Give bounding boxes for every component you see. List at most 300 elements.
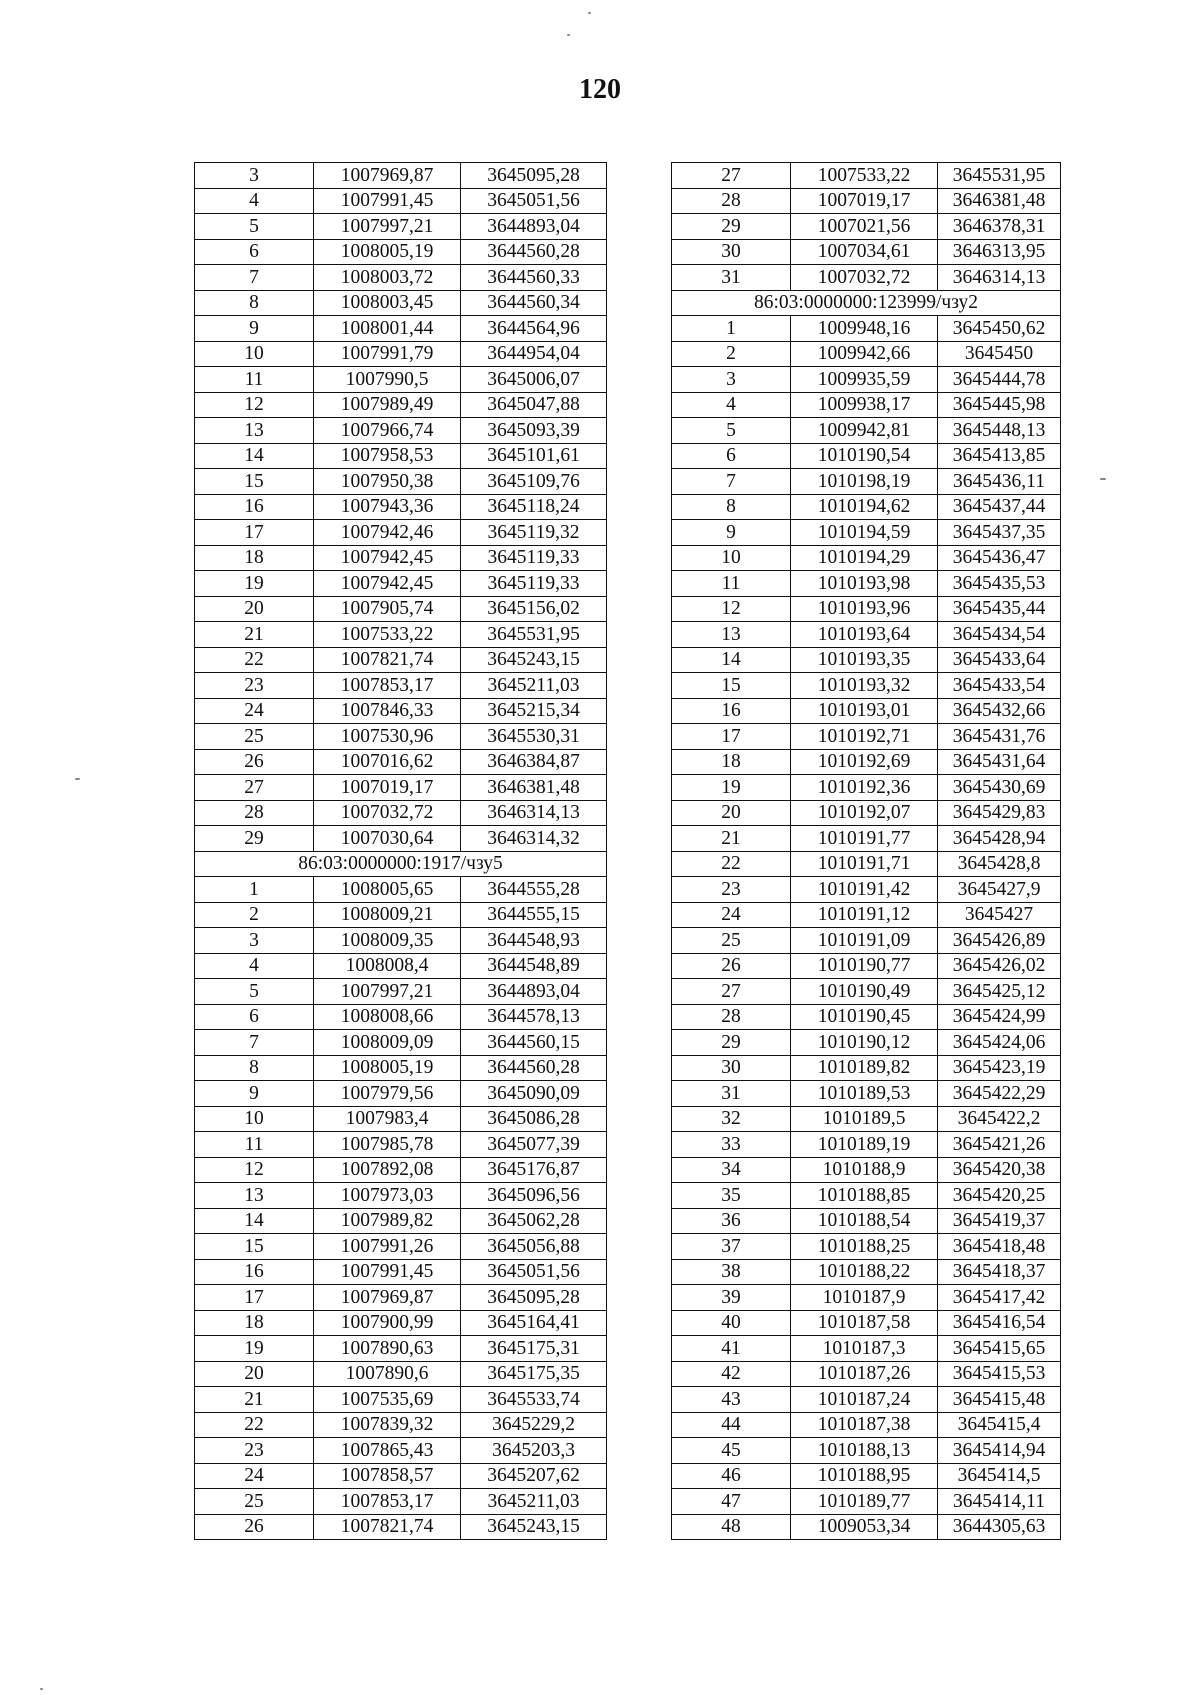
x-coordinate-cell: 1007989,49: [314, 392, 461, 418]
table-row: [672, 775, 1061, 801]
y-coordinate-cell: 3646314,32: [461, 826, 607, 852]
y-coordinate-cell: 3645215,34: [461, 698, 607, 724]
x-coordinate-cell: 1007019,17: [791, 188, 938, 214]
point-number-cell: 7: [195, 1030, 314, 1056]
x-coordinate-cell: 1010188,85: [791, 1183, 938, 1209]
table-row: [672, 1157, 1061, 1183]
point-number-cell: 18: [672, 749, 791, 775]
table-row: [672, 800, 1061, 826]
table-row: [195, 596, 607, 622]
y-coordinate-cell: 3645243,15: [461, 647, 607, 673]
x-coordinate-cell: 1008009,21: [314, 902, 461, 928]
x-coordinate-cell: 1010190,77: [791, 953, 938, 979]
point-number-cell: 23: [195, 673, 314, 699]
table-row: [195, 1387, 607, 1413]
y-coordinate-cell: 3645119,33: [461, 545, 607, 571]
x-coordinate-cell: 1007821,74: [314, 647, 461, 673]
point-number-cell: 10: [195, 341, 314, 367]
table-row: [672, 1030, 1061, 1056]
x-coordinate-cell: 1007990,5: [314, 367, 461, 393]
point-number-cell: 38: [672, 1259, 791, 1285]
point-number-cell: 6: [195, 239, 314, 265]
x-coordinate-cell: 1010194,59: [791, 520, 938, 546]
y-coordinate-cell: 3645422,29: [938, 1081, 1061, 1107]
x-coordinate-cell: 1010188,13: [791, 1438, 938, 1464]
y-coordinate-cell: 3645203,3: [461, 1438, 607, 1464]
table-row: [195, 265, 607, 291]
x-coordinate-cell: 1007900,99: [314, 1310, 461, 1336]
point-number-cell: 3: [672, 367, 791, 393]
point-number-cell: 25: [672, 928, 791, 954]
table-row: [672, 1310, 1061, 1336]
point-number-cell: 13: [195, 1183, 314, 1209]
point-number-cell: 13: [672, 622, 791, 648]
scan-speck: [40, 1688, 43, 1690]
point-number-cell: 29: [195, 826, 314, 852]
table-row: [195, 1106, 607, 1132]
point-number-cell: 30: [672, 239, 791, 265]
y-coordinate-cell: 3645418,48: [938, 1234, 1061, 1260]
point-number-cell: 21: [672, 826, 791, 852]
table-row: [195, 1361, 607, 1387]
y-coordinate-cell: 3646378,31: [938, 214, 1061, 240]
y-coordinate-cell: 3645176,87: [461, 1157, 607, 1183]
y-coordinate-cell: 3645118,24: [461, 494, 607, 520]
y-coordinate-cell: 3645424,06: [938, 1030, 1061, 1056]
x-coordinate-cell: 1010191,09: [791, 928, 938, 954]
table-row: [672, 622, 1061, 648]
y-coordinate-cell: 3645207,62: [461, 1463, 607, 1489]
point-number-cell: 18: [195, 545, 314, 571]
y-coordinate-cell: 3644555,15: [461, 902, 607, 928]
point-number-cell: 47: [672, 1489, 791, 1515]
point-number-cell: 5: [195, 979, 314, 1005]
table-row: [672, 979, 1061, 1005]
table-row: [195, 163, 607, 189]
table-row: [672, 367, 1061, 393]
table-row: [195, 290, 607, 316]
point-number-cell: 16: [195, 494, 314, 520]
y-coordinate-cell: 3645415,48: [938, 1387, 1061, 1413]
point-number-cell: 15: [195, 1234, 314, 1260]
point-number-cell: 29: [672, 1030, 791, 1056]
point-number-cell: 17: [195, 520, 314, 546]
table-row: [195, 367, 607, 393]
x-coordinate-cell: 1008001,44: [314, 316, 461, 342]
point-number-cell: 9: [195, 1081, 314, 1107]
point-number-cell: 20: [195, 1361, 314, 1387]
x-coordinate-cell: 1007943,36: [314, 494, 461, 520]
x-coordinate-cell: 1010194,29: [791, 545, 938, 571]
table-row: [672, 1183, 1061, 1209]
x-coordinate-cell: 1009935,59: [791, 367, 938, 393]
x-coordinate-cell: 1010193,01: [791, 698, 938, 724]
point-number-cell: 44: [672, 1412, 791, 1438]
x-coordinate-cell: 1007958,53: [314, 443, 461, 469]
point-number-cell: 19: [195, 571, 314, 597]
y-coordinate-cell: 3645119,32: [461, 520, 607, 546]
table-row: [672, 239, 1061, 265]
x-coordinate-cell: 1007969,87: [314, 1285, 461, 1311]
y-coordinate-cell: 3645445,98: [938, 392, 1061, 418]
table-row: [195, 316, 607, 342]
point-number-cell: 10: [672, 545, 791, 571]
point-number-cell: 16: [195, 1259, 314, 1285]
point-number-cell: 19: [195, 1336, 314, 1362]
y-coordinate-cell: 3645417,42: [938, 1285, 1061, 1311]
y-coordinate-cell: 3645211,03: [461, 1489, 607, 1515]
y-coordinate-cell: 3645531,95: [461, 622, 607, 648]
table-row: [195, 622, 607, 648]
table-row: [195, 1412, 607, 1438]
table-row: [195, 1310, 607, 1336]
table-row: [672, 1412, 1061, 1438]
y-coordinate-cell: 3645421,26: [938, 1132, 1061, 1158]
table-row: [672, 1132, 1061, 1158]
point-number-cell: 43: [672, 1387, 791, 1413]
point-number-cell: 23: [672, 877, 791, 903]
point-number-cell: 24: [672, 902, 791, 928]
table-row: [195, 1208, 607, 1234]
table-row: [672, 877, 1061, 903]
table-row: [195, 1004, 607, 1030]
y-coordinate-cell: 3644893,04: [461, 979, 607, 1005]
y-coordinate-cell: 3645428,8: [938, 851, 1061, 877]
parcel-id-cell: 86:03:0000000:1917/чзу5: [195, 851, 607, 877]
point-number-cell: 16: [672, 698, 791, 724]
y-coordinate-cell: 3645095,28: [461, 163, 607, 189]
y-coordinate-cell: 3644954,04: [461, 341, 607, 367]
table-row: [195, 1132, 607, 1158]
table-row: [672, 1463, 1061, 1489]
table-row: [672, 316, 1061, 342]
table-row: [195, 188, 607, 214]
x-coordinate-cell: 1007997,21: [314, 214, 461, 240]
table-row: [672, 1285, 1061, 1311]
x-coordinate-cell: 1010192,71: [791, 724, 938, 750]
y-coordinate-cell: 3645437,44: [938, 494, 1061, 520]
y-coordinate-cell: 3644560,33: [461, 265, 607, 291]
y-coordinate-cell: 3644305,63: [938, 1514, 1061, 1540]
point-number-cell: 20: [195, 596, 314, 622]
x-coordinate-cell: 1007942,45: [314, 571, 461, 597]
x-coordinate-cell: 1010188,22: [791, 1259, 938, 1285]
table-row: [672, 392, 1061, 418]
y-coordinate-cell: 3645427,9: [938, 877, 1061, 903]
point-number-cell: 33: [672, 1132, 791, 1158]
y-coordinate-cell: 3645006,07: [461, 367, 607, 393]
point-number-cell: 19: [672, 775, 791, 801]
point-number-cell: 27: [672, 979, 791, 1005]
table-row: [195, 1514, 607, 1540]
x-coordinate-cell: 1007950,38: [314, 469, 461, 495]
y-coordinate-cell: 3645422,2: [938, 1106, 1061, 1132]
x-coordinate-cell: 1008009,35: [314, 928, 461, 954]
x-coordinate-cell: 1010188,95: [791, 1463, 938, 1489]
coordinates-table-right: [671, 162, 1061, 1540]
table-row: [195, 877, 607, 903]
table-row: [672, 596, 1061, 622]
y-coordinate-cell: 3644893,04: [461, 214, 607, 240]
y-coordinate-cell: 3645418,37: [938, 1259, 1061, 1285]
point-number-cell: 4: [195, 188, 314, 214]
y-coordinate-cell: 3645056,88: [461, 1234, 607, 1260]
x-coordinate-cell: 1007865,43: [314, 1438, 461, 1464]
x-coordinate-cell: 1010193,96: [791, 596, 938, 622]
point-number-cell: 37: [672, 1234, 791, 1260]
table-row: [672, 1234, 1061, 1260]
y-coordinate-cell: 3644548,89: [461, 953, 607, 979]
x-coordinate-cell: 1008008,66: [314, 1004, 461, 1030]
y-coordinate-cell: 3645415,53: [938, 1361, 1061, 1387]
parcel-header-row: [195, 851, 607, 877]
point-number-cell: 4: [672, 392, 791, 418]
point-number-cell: 6: [672, 443, 791, 469]
point-number-cell: 26: [195, 749, 314, 775]
y-coordinate-cell: 3645436,11: [938, 469, 1061, 495]
x-coordinate-cell: 1007030,64: [314, 826, 461, 852]
x-coordinate-cell: 1010190,49: [791, 979, 938, 1005]
point-number-cell: 14: [195, 1208, 314, 1234]
table-row: [672, 520, 1061, 546]
table-row: [672, 647, 1061, 673]
y-coordinate-cell: 3645433,54: [938, 673, 1061, 699]
table-row: [672, 1081, 1061, 1107]
y-coordinate-cell: 3645427: [938, 902, 1061, 928]
y-coordinate-cell: 3645434,54: [938, 622, 1061, 648]
point-number-cell: 39: [672, 1285, 791, 1311]
y-coordinate-cell: 3644578,13: [461, 1004, 607, 1030]
y-coordinate-cell: 3645450: [938, 341, 1061, 367]
scan-speck: [1100, 478, 1106, 480]
x-coordinate-cell: 1010187,58: [791, 1310, 938, 1336]
y-coordinate-cell: 3645414,5: [938, 1463, 1061, 1489]
table-row: [672, 341, 1061, 367]
y-coordinate-cell: 3645424,99: [938, 1004, 1061, 1030]
y-coordinate-cell: 3646381,48: [938, 188, 1061, 214]
x-coordinate-cell: 1009942,66: [791, 341, 938, 367]
table-row: [672, 673, 1061, 699]
point-number-cell: 1: [672, 316, 791, 342]
x-coordinate-cell: 1007892,08: [314, 1157, 461, 1183]
point-number-cell: 21: [195, 1387, 314, 1413]
point-number-cell: 4: [195, 953, 314, 979]
x-coordinate-cell: 1007991,45: [314, 1259, 461, 1285]
y-coordinate-cell: 3645444,78: [938, 367, 1061, 393]
point-number-cell: 2: [195, 902, 314, 928]
x-coordinate-cell: 1010192,07: [791, 800, 938, 826]
y-coordinate-cell: 3645432,66: [938, 698, 1061, 724]
y-coordinate-cell: 3645530,31: [461, 724, 607, 750]
y-coordinate-cell: 3645156,02: [461, 596, 607, 622]
table-row: [195, 418, 607, 444]
y-coordinate-cell: 3645430,69: [938, 775, 1061, 801]
point-number-cell: 26: [195, 1514, 314, 1540]
x-coordinate-cell: 1007853,17: [314, 1489, 461, 1515]
x-coordinate-cell: 1007991,45: [314, 188, 461, 214]
point-number-cell: 8: [672, 494, 791, 520]
parcel-header-row: [672, 290, 1061, 316]
point-number-cell: 12: [195, 1157, 314, 1183]
table-row: [195, 1463, 607, 1489]
x-coordinate-cell: 1007991,79: [314, 341, 461, 367]
x-coordinate-cell: 1007985,78: [314, 1132, 461, 1158]
x-coordinate-cell: 1007533,22: [791, 163, 938, 189]
table-row: [195, 341, 607, 367]
x-coordinate-cell: 1007016,62: [314, 749, 461, 775]
x-coordinate-cell: 1010187,3: [791, 1336, 938, 1362]
table-row: [195, 800, 607, 826]
table-row: [195, 647, 607, 673]
point-number-cell: 27: [672, 163, 791, 189]
x-coordinate-cell: 1010188,54: [791, 1208, 938, 1234]
y-coordinate-cell: 3645415,65: [938, 1336, 1061, 1362]
x-coordinate-cell: 1010187,9: [791, 1285, 938, 1311]
x-coordinate-cell: 1010187,26: [791, 1361, 938, 1387]
x-coordinate-cell: 1010192,69: [791, 749, 938, 775]
y-coordinate-cell: 3644555,28: [461, 877, 607, 903]
x-coordinate-cell: 1007969,87: [314, 163, 461, 189]
table-row: [195, 775, 607, 801]
y-coordinate-cell: 3646381,48: [461, 775, 607, 801]
table-row: [195, 1055, 607, 1081]
table-row: [195, 928, 607, 954]
x-coordinate-cell: 1010187,24: [791, 1387, 938, 1413]
y-coordinate-cell: 3645431,76: [938, 724, 1061, 750]
table-row: [195, 1438, 607, 1464]
table-row: [672, 928, 1061, 954]
table-row: [672, 214, 1061, 240]
y-coordinate-cell: 3645437,35: [938, 520, 1061, 546]
point-number-cell: 1: [195, 877, 314, 903]
x-coordinate-cell: 1007821,74: [314, 1514, 461, 1540]
point-number-cell: 41: [672, 1336, 791, 1362]
y-coordinate-cell: 3645420,25: [938, 1183, 1061, 1209]
point-number-cell: 24: [195, 698, 314, 724]
point-number-cell: 14: [672, 647, 791, 673]
x-coordinate-cell: 1009942,81: [791, 418, 938, 444]
x-coordinate-cell: 1008009,09: [314, 1030, 461, 1056]
x-coordinate-cell: 1010193,32: [791, 673, 938, 699]
y-coordinate-cell: 3645109,76: [461, 469, 607, 495]
table-row: [195, 979, 607, 1005]
y-coordinate-cell: 3645096,56: [461, 1183, 607, 1209]
y-coordinate-cell: 3645175,31: [461, 1336, 607, 1362]
x-coordinate-cell: 1007966,74: [314, 418, 461, 444]
y-coordinate-cell: 3645416,54: [938, 1310, 1061, 1336]
table-row: [195, 953, 607, 979]
point-number-cell: 6: [195, 1004, 314, 1030]
point-number-cell: 30: [672, 1055, 791, 1081]
x-coordinate-cell: 1008003,72: [314, 265, 461, 291]
table-row: [195, 520, 607, 546]
table-row: [672, 443, 1061, 469]
x-coordinate-cell: 1007032,72: [791, 265, 938, 291]
table-row: [672, 469, 1061, 495]
coordinates-table-left: [194, 162, 607, 1540]
x-coordinate-cell: 1010191,77: [791, 826, 938, 852]
y-coordinate-cell: 3645450,62: [938, 316, 1061, 342]
x-coordinate-cell: 1010193,35: [791, 647, 938, 673]
table-row: [195, 571, 607, 597]
point-number-cell: 22: [195, 1412, 314, 1438]
point-number-cell: 10: [195, 1106, 314, 1132]
table-row: [672, 1004, 1061, 1030]
y-coordinate-cell: 3645435,53: [938, 571, 1061, 597]
table-row: [195, 1336, 607, 1362]
y-coordinate-cell: 3645433,64: [938, 647, 1061, 673]
table-row: [672, 571, 1061, 597]
x-coordinate-cell: 1010191,71: [791, 851, 938, 877]
point-number-cell: 11: [195, 1132, 314, 1158]
x-coordinate-cell: 1008003,45: [314, 290, 461, 316]
y-coordinate-cell: 3644564,96: [461, 316, 607, 342]
scan-speck: [588, 12, 591, 14]
table-row: [672, 1361, 1061, 1387]
point-number-cell: 11: [672, 571, 791, 597]
table-row: [195, 749, 607, 775]
point-number-cell: 31: [672, 265, 791, 291]
y-coordinate-cell: 3645419,37: [938, 1208, 1061, 1234]
x-coordinate-cell: 1007530,96: [314, 724, 461, 750]
table-row: [672, 1055, 1061, 1081]
table-row: [672, 418, 1061, 444]
point-number-cell: 14: [195, 443, 314, 469]
y-coordinate-cell: 3645243,15: [461, 1514, 607, 1540]
x-coordinate-cell: 1007034,61: [791, 239, 938, 265]
point-number-cell: 17: [195, 1285, 314, 1311]
x-coordinate-cell: 1010190,54: [791, 443, 938, 469]
point-number-cell: 32: [672, 1106, 791, 1132]
point-number-cell: 25: [195, 1489, 314, 1515]
y-coordinate-cell: 3645093,39: [461, 418, 607, 444]
y-coordinate-cell: 3645423,19: [938, 1055, 1061, 1081]
x-coordinate-cell: 1010189,19: [791, 1132, 938, 1158]
point-number-cell: 23: [195, 1438, 314, 1464]
y-coordinate-cell: 3644560,28: [461, 239, 607, 265]
table-row: [672, 1489, 1061, 1515]
x-coordinate-cell: 1009053,34: [791, 1514, 938, 1540]
x-coordinate-cell: 1008005,65: [314, 877, 461, 903]
y-coordinate-cell: 3646384,87: [461, 749, 607, 775]
table-row: [195, 673, 607, 699]
point-number-cell: 48: [672, 1514, 791, 1540]
x-coordinate-cell: 1009948,16: [791, 316, 938, 342]
point-number-cell: 22: [195, 647, 314, 673]
y-coordinate-cell: 3645415,4: [938, 1412, 1061, 1438]
point-number-cell: 21: [195, 622, 314, 648]
table-row: [672, 1438, 1061, 1464]
table-row: [672, 265, 1061, 291]
point-number-cell: 17: [672, 724, 791, 750]
x-coordinate-cell: 1007905,74: [314, 596, 461, 622]
y-coordinate-cell: 3645047,88: [461, 392, 607, 418]
x-coordinate-cell: 1007019,17: [314, 775, 461, 801]
table-row: [195, 392, 607, 418]
table-row: [195, 469, 607, 495]
x-coordinate-cell: 1010189,53: [791, 1081, 938, 1107]
y-coordinate-cell: 3645426,02: [938, 953, 1061, 979]
table-row: [672, 1106, 1061, 1132]
point-number-cell: 11: [195, 367, 314, 393]
point-number-cell: 42: [672, 1361, 791, 1387]
point-number-cell: 45: [672, 1438, 791, 1464]
x-coordinate-cell: 1009938,17: [791, 392, 938, 418]
point-number-cell: 2: [672, 341, 791, 367]
x-coordinate-cell: 1010190,45: [791, 1004, 938, 1030]
table-row: [195, 826, 607, 852]
y-coordinate-cell: 3645429,83: [938, 800, 1061, 826]
